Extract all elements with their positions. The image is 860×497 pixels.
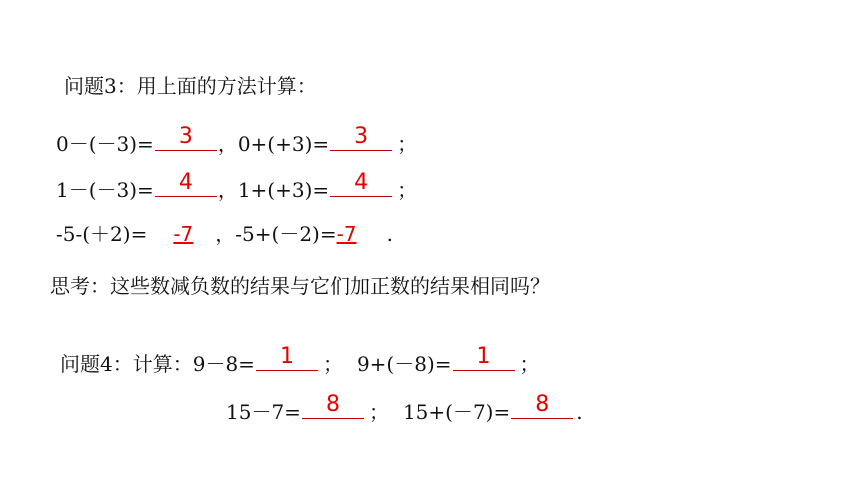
q3-row-2	[56, 170, 418, 204]
answer-value: 4	[354, 170, 369, 195]
q3-row-1	[56, 124, 418, 158]
separator: ；	[368, 400, 389, 424]
end-punct: ；	[397, 132, 418, 156]
separator: ，	[217, 132, 238, 156]
answer-value: 4	[178, 170, 193, 195]
expression: 9－8=	[192, 352, 255, 376]
answer-value: -7	[173, 222, 194, 246]
end-punct: ；	[397, 178, 418, 202]
answer-blank	[511, 392, 573, 419]
q4-label: 问题4：计算：	[60, 352, 193, 376]
expression: 0－(－3)=	[56, 132, 154, 156]
expression: 15－7=	[226, 400, 301, 424]
answer-value: 8	[325, 392, 340, 417]
answer-value: 8	[535, 392, 550, 417]
end-punct: ；	[519, 352, 540, 376]
answer-blank	[330, 170, 392, 197]
q3-title: 问题3：用上面的方法计算：	[64, 74, 317, 98]
end-punct: .	[386, 222, 393, 246]
expression: 9+(－8)=	[356, 352, 452, 376]
separator: ，	[217, 178, 238, 202]
expression: 1－(－3)=	[56, 178, 154, 202]
answer-blank	[155, 170, 217, 197]
answer-value: 3	[178, 124, 193, 149]
q3-row-3	[56, 220, 393, 248]
answer-blank	[330, 124, 392, 151]
q4-row-1	[60, 344, 540, 378]
separator: ；	[322, 352, 343, 376]
expression: 0+(+3)=	[237, 132, 330, 156]
answer-value: -7	[336, 222, 357, 246]
answer-blank	[256, 344, 318, 371]
answer-value: 3	[354, 124, 369, 149]
q4-row-2	[226, 392, 583, 426]
answer-value: 1	[279, 344, 294, 369]
expression: -5-(＋2)=	[56, 222, 148, 246]
end-punct: .	[576, 400, 583, 424]
expression: 15+(－7)=	[402, 400, 511, 424]
think-question: 思考：这些数减负数的结果与它们加正数的结果相同吗？	[50, 274, 550, 298]
answer-value: 1	[476, 344, 491, 369]
expression: -5+(－2)=	[235, 222, 337, 246]
answer-blank	[155, 124, 217, 151]
answer-blank	[453, 344, 515, 371]
expression: 1+(+3)=	[237, 178, 330, 202]
separator: ，	[215, 222, 236, 246]
answer-blank	[302, 392, 364, 419]
